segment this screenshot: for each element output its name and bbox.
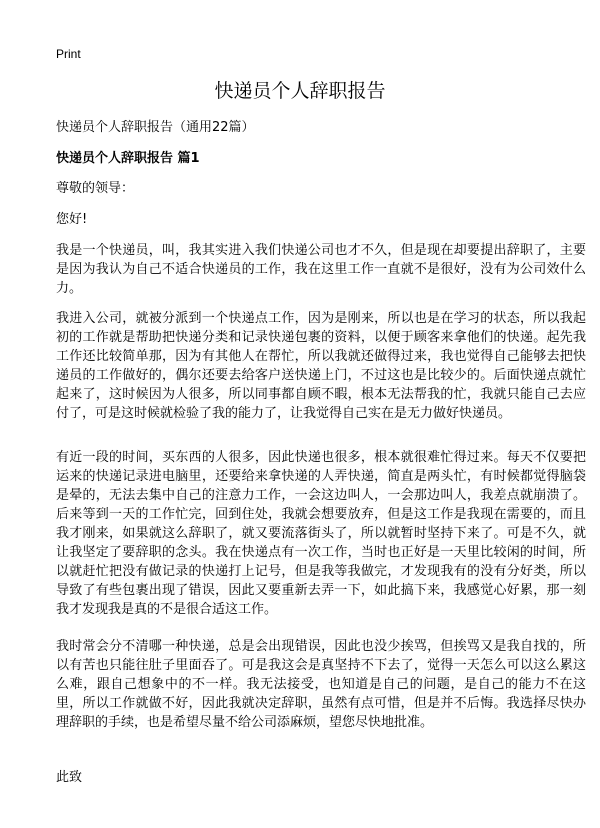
greeting: 您好! <box>56 212 88 227</box>
closing: 此致 <box>56 770 83 785</box>
body-paragraph-2: 我进入公司，就被分派到一个快递点工作，因为是刚来，所以也是在学习的状态，所以我起初的工作就是帮助把快递分类和记录快递包裹的资料，以便于顾客来拿他们的快递。起先我工作还比较简单那，因为有其他人在帮忙，所以我就还做得过来，我也觉得自己能够去把快递员的工作做好的，偶尔还要去给客户送快递上门，不过这也是比较少的。后面快递点就忙起来了，这时候因为人很多，所以同事都自顾不暇，根本无法帮我的忙，我就只能自己去应付了，可是这时候就检验了我的能力了，让我觉得自己实在是无力做好快递员。 <box>56 311 586 421</box>
document-subtitle: 快递员个人辞职报告（通用22篇） <box>56 120 255 135</box>
body-paragraph-4: 我时常会分不清哪一种快递，总是会出现错误，因此也没少挨骂，但挨骂又是我自找的，所以有苦也只能往肚子里面吞了。可是我这会是真坚持不下去了，觉得一天怎么可以这么累这么难，跟自己想象中的不一样。我无法接受，也知道是自己的问题，是自己的能力不在这里，所以工作就做不好，因此我就决定辞职，虽然有点可惜，但是并不后悔。我选择尽快办理辞职的手续，也是希望尽量不给公司添麻烦，望您尽快地批准。 <box>56 639 586 730</box>
body-paragraph-3: 有近一段的时间，买东西的人很多，因此快递也很多，根本就很难忙得过来。每天不仅要把运来的快递记录进电脑里，还要给来拿快递的人弄快递，简直是两头忙，有时候都觉得脑袋是晕的，无法去集中自己的注意力工作，一会这边叫人，一会那边叫人，我差点就崩溃了。后来等到一天的工作忙完，回到住处，我就会想要放弃，但是这工作是我现在需要的，而且我才刚来，如果就这么辞职了，就又要流落街头了，所以就暂时坚持下来了。可是不久，就让我坚定了要辞职的念头。我在快递点有一次工作，当时也正好是一天里比较闲的时间，所以就赶忙把没有做记录的快递打上记号，但是我等我做完，才发现我有的没有分好类，所以导致了有些包裹出现了错误，因此又要重新去弄一下，如此搞下来，我感觉心好累，那一刻我才发现我是真的不是很合适这工作。 <box>56 450 586 617</box>
body-paragraph-1: 我是一个快递员，叫，我其实进入我们快递公司也才不久，但是现在却要提出辞职了，主要是因为我认为自己不适合快递员的工作，我在这里工作一直就不是很好，没有为公司效什么力。 <box>56 243 586 296</box>
document-title: 快递员个人辞职报告 <box>214 80 386 102</box>
section-heading: 快递员个人辞职报告 篇1 <box>56 151 200 166</box>
salutation: 尊敬的领导： <box>56 181 135 196</box>
print-link[interactable]: Print <box>56 47 81 61</box>
